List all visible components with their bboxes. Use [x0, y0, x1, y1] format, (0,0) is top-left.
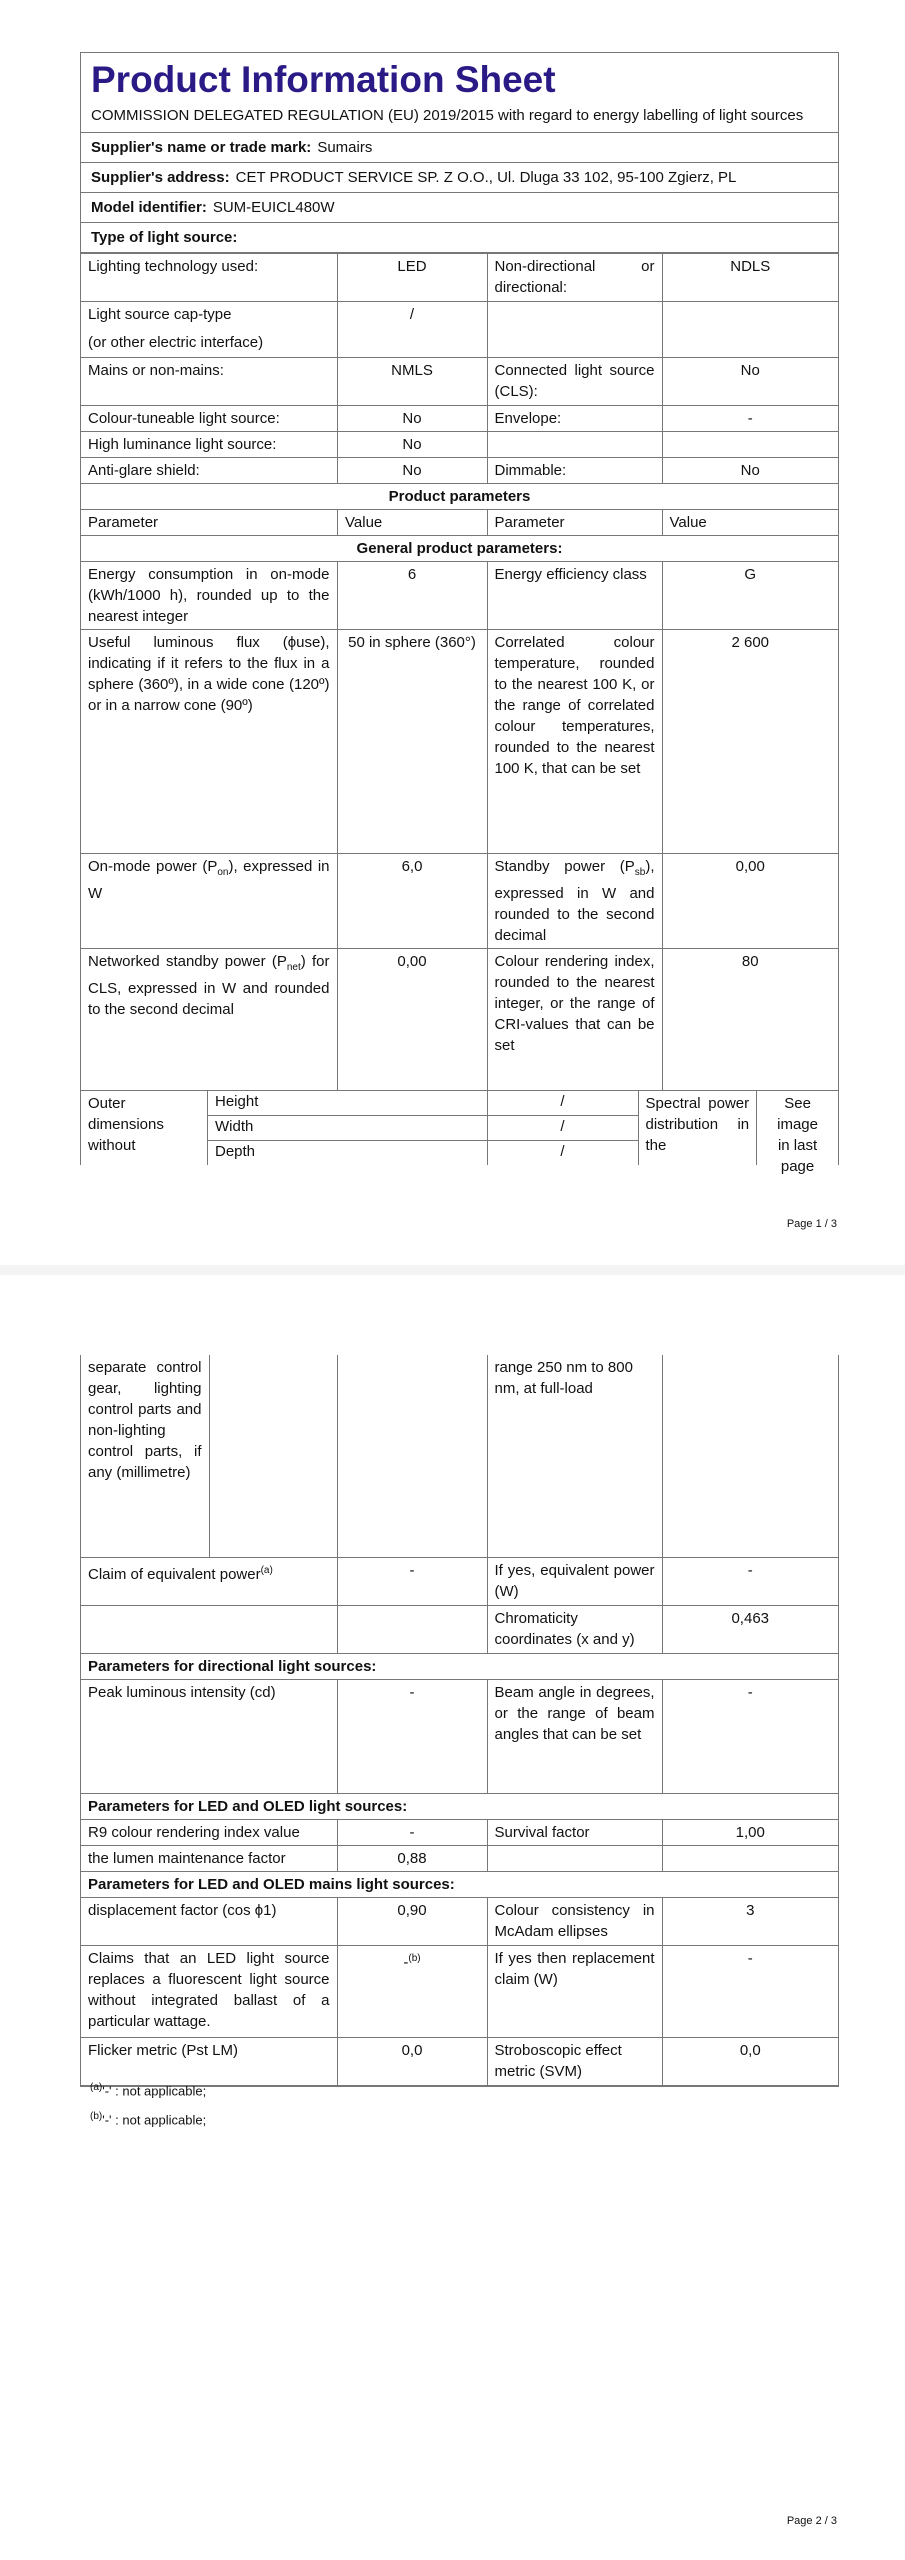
- table-row: the lumen maintenance factor 0,88: [81, 1845, 838, 1871]
- table-row: Networked standby power $(P_{net})$ for CLS, expressed in W and rounded to the second decimal 0,00 Colour rendering index, rounded to the nearest integer, or the range of CRI-values that can be set 80: [81, 949, 838, 1091]
- table-row: High luminance light source: No: [81, 432, 838, 458]
- led-header: Parameters for LED and OLED light sources:: [81, 1793, 838, 1819]
- page-number: Page 1 / 3: [786, 1218, 837, 1230]
- regulation-subtitle: COMMISSION DELEGATED REGULATION (EU) 2019/2015 with regard to energy labelling of light sources: [81, 103, 838, 133]
- model-identifier-row: Model identifier: SUM-EUICL480W: [81, 193, 838, 223]
- table-row: Light source cap-type (or other electric interface) /: [81, 302, 838, 358]
- table-row: Useful luminous flux (ϕuse), indicating if it refers to the flux in a sphere (360º), in a wide cone (120º) or in a narrow cone (90º) 50 in sphere (360°) Correlated colour temperature, rounded to the nearest 100 K, or the range of correlated colour temperatures, rounded to the nearest 100 K, that can be set 2 600: [81, 630, 838, 854]
- table-row: separate control gear, lighting control parts and non-lighting control parts, if any (millimetre) range 250 nm to 800 nm, at full-load: [81, 1355, 838, 1557]
- table-row: Outer dimensions without Height Width Depth / / / Spectral power distribution in the See image in last page: [81, 1091, 838, 1166]
- parameters-table: [81, 1355, 838, 2086]
- table-row: Colour-tuneable light source: No Envelope: -: [81, 406, 838, 432]
- table-row: [81, 1653, 838, 1679]
- table-row: Mains or non-mains: NMLS Connected light source (CLS): No: [81, 358, 838, 406]
- table-row: [81, 536, 838, 562]
- mains-header: Parameters for LED and OLED mains light sources:: [81, 1871, 838, 1897]
- table-row: [81, 484, 838, 510]
- directional-header: Parameters for directional light sources:: [81, 1653, 838, 1679]
- table-row: [81, 1793, 838, 1819]
- page-title: Product Information Sheet: [91, 59, 556, 100]
- footnote-a: $^{(a)}$'-' : not applicable;: [90, 2082, 207, 2099]
- product-sheet-page-1: [80, 52, 839, 1175]
- supplier-name-value: Sumairs: [317, 139, 373, 156]
- table-row: Claim of equivalent power$^{(a)}$ - If yes, equivalent power (W) -: [81, 1557, 838, 1605]
- supplier-address-row: Supplier's address: CET PRODUCT SERVICE SP. Z O.O., Ul. Dluga 33 102, 95-100 Zgierz, PL: [81, 163, 838, 193]
- page-2: [0, 1275, 905, 2560]
- table-row: Anti-glare shield: No Dimmable: No: [81, 458, 838, 484]
- table-row: Peak luminous intensity (cd) - Beam angle in degrees, or the range of beam angles that can be set -: [81, 1679, 838, 1793]
- footnotes: [90, 2075, 206, 2134]
- table-row: displacement factor (cos ϕ1) 0,90 Colour consistency in McAdam ellipses 3: [81, 1897, 838, 1945]
- table-row: Parameter Value Parameter Value: [81, 510, 838, 536]
- product-sheet-page-2: [80, 1355, 839, 2087]
- general-parameters-header: General product parameters:: [81, 536, 838, 562]
- type-table: [81, 253, 838, 1175]
- table-row: R9 colour rendering index value - Survival factor 1,00: [81, 1819, 838, 1845]
- table-row: Chromaticity coordinates (x and y) 0,463: [81, 1605, 838, 1653]
- table-row: On-mode power $(P_{on})$, expressed in W 6,0 Standby power $(P_{sb})$, expressed in W and rounded to the second decimal 0,00: [81, 854, 838, 949]
- product-parameters-header: Product parameters: [81, 484, 838, 510]
- supplier-name-row: Supplier's name or trade mark: Sumairs: [81, 133, 838, 163]
- table-row: Claims that an LED light source replaces a fluorescent light source without integrated ballast of a particular wattage. -$^{(b)}$ If yes then replacement claim (W) -: [81, 1945, 838, 2037]
- table-row: Energy consumption in on-mode (kWh/1000 h), rounded up to the nearest integer 6 Energy efficiency class G: [81, 562, 838, 630]
- table-row: Flicker metric (Pst LM) 0,0 Stroboscopic effect metric (SVM) 0,0: [81, 2037, 838, 2085]
- page-number: Page 2 / 3: [786, 2515, 837, 2527]
- table-row: Lighting technology used: LED Non-directional or directional: NDLS: [81, 254, 838, 302]
- page-1: [0, 0, 905, 1265]
- type-header: Type of light source:: [81, 223, 838, 253]
- supplier-address-value: CET PRODUCT SERVICE SP. Z O.O., Ul. Dluga 33 102, 95-100 Zgierz, PL: [235, 169, 737, 186]
- footnote-b: $^{(b)}$'-' : not applicable;: [90, 2111, 207, 2128]
- table-row: [81, 1871, 838, 1897]
- model-identifier-value: SUM-EUICL480W: [212, 199, 335, 216]
